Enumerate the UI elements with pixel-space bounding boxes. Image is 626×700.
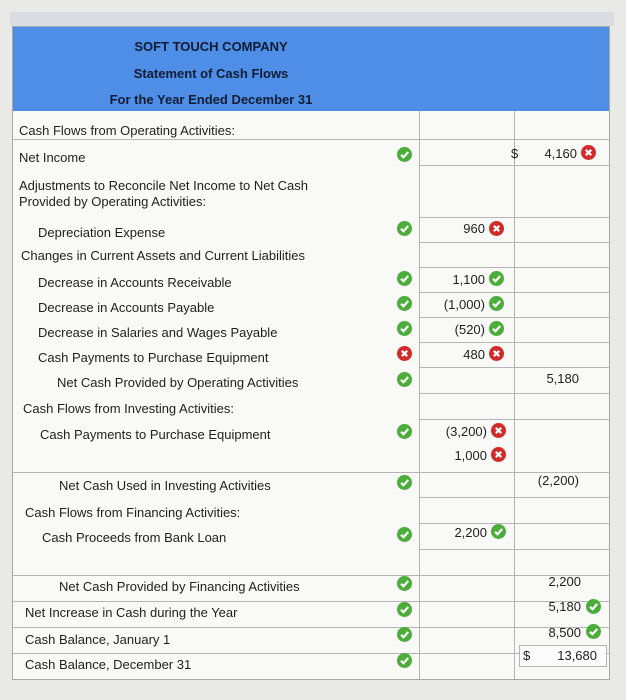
depreciation-label: Depreciation Expense <box>38 225 166 240</box>
cash-flow-statement <box>12 26 610 680</box>
cash-jan-total[interactable]: 8,500 <box>548 625 581 640</box>
statement-period: For the Year Ended December 31 <box>109 92 313 107</box>
column-divider <box>514 111 515 679</box>
net-investing-label: Net Cash Used in Investing Activities <box>59 478 271 493</box>
x-circle-icon <box>491 447 506 462</box>
net-financing-label: Net Cash Provided by Financing Activities <box>59 579 300 594</box>
net-financing-total[interactable]: 2,200 <box>548 574 581 589</box>
check-circle-icon <box>397 627 412 642</box>
financing-heading: Cash Flows from Financing Activities: <box>25 505 241 520</box>
investing-heading: Cash Flows from Investing Activities: <box>23 401 234 416</box>
x-circle-icon <box>581 145 596 160</box>
check-circle-icon <box>397 576 412 591</box>
cash-jan-label: Cash Balance, January 1 <box>25 632 171 647</box>
check-circle-icon <box>489 321 504 336</box>
check-circle-icon <box>397 321 412 336</box>
net-increase-label: Net Increase in Cash during the Year <box>25 605 238 620</box>
dec-ar-label: Decrease in Accounts Receivable <box>38 275 232 290</box>
check-circle-icon <box>397 221 412 236</box>
bank-loan-amount[interactable]: 2,200 <box>454 525 487 540</box>
check-circle-icon <box>489 296 504 311</box>
net-income-total[interactable]: 4,160 <box>544 146 577 161</box>
cash-pay-equip-inv-amount[interactable]: (3,200) <box>445 424 487 439</box>
x-circle-icon <box>397 346 412 361</box>
cash-pay-equip-inv-label: Cash Payments to Purchase Equipment <box>40 427 271 442</box>
column-divider <box>419 111 420 679</box>
cash-pay-equip-op-amount[interactable]: 480 <box>463 347 485 362</box>
net-operating-label: Net Cash Provided by Operating Activities <box>57 375 299 390</box>
check-circle-icon <box>397 475 412 490</box>
x-circle-icon <box>489 221 504 236</box>
net-increase-total[interactable]: 5,180 <box>548 599 581 614</box>
net-operating-total[interactable]: 5,180 <box>546 371 579 386</box>
changes-heading: Changes in Current Assets and Current Liabilities <box>21 248 305 263</box>
dec-salaries-label: Decrease in Salaries and Wages Payable <box>38 325 278 340</box>
check-circle-icon <box>489 271 504 286</box>
check-circle-icon <box>397 147 412 162</box>
dec-ap-label: Decrease in Accounts Payable <box>38 300 215 315</box>
x-circle-icon <box>491 423 506 438</box>
cash-dec-total[interactable]: 13,680 <box>557 648 597 663</box>
statement-header <box>13 27 609 111</box>
check-circle-icon <box>397 372 412 387</box>
check-circle-icon <box>397 602 412 617</box>
operating-heading: Cash Flows from Operating Activities: <box>19 123 236 138</box>
check-circle-icon <box>397 296 412 311</box>
bank-loan-label: Cash Proceeds from Bank Loan <box>42 530 227 545</box>
check-circle-icon <box>397 271 412 286</box>
adjustments-label-line2: Provided by Operating Activities: <box>19 194 207 209</box>
depreciation-amount[interactable]: 960 <box>463 221 485 236</box>
cash-dec-label: Cash Balance, December 31 <box>25 657 192 672</box>
cash-pay-equip-inv-amount-2[interactable]: 1,000 <box>454 448 487 463</box>
check-circle-icon <box>397 527 412 542</box>
dec-ar-amount[interactable]: 1,100 <box>452 272 485 287</box>
net-investing-total[interactable]: (2,200) <box>537 473 579 488</box>
top-strip <box>10 12 614 26</box>
net-income-label: Net Income <box>19 150 86 165</box>
x-circle-icon <box>489 346 504 361</box>
cash-dec-dollar: $ <box>523 648 531 663</box>
check-circle-icon <box>586 599 601 614</box>
statement-title: Statement of Cash Flows <box>133 66 289 81</box>
check-circle-icon <box>397 653 412 668</box>
check-circle-icon <box>586 624 601 639</box>
net-income-dollar: $ <box>511 146 519 161</box>
dec-ap-amount[interactable]: (1,000) <box>443 297 485 312</box>
check-circle-icon <box>491 524 506 539</box>
company-name: SOFT TOUCH COMPANY <box>134 39 288 54</box>
cash-pay-equip-op-label: Cash Payments to Purchase Equipment <box>38 350 269 365</box>
dec-salaries-amount[interactable]: (520) <box>454 322 485 337</box>
adjustments-label-line1: Adjustments to Reconcile Net Income to Net Cash <box>19 178 309 193</box>
check-circle-icon <box>397 424 412 439</box>
